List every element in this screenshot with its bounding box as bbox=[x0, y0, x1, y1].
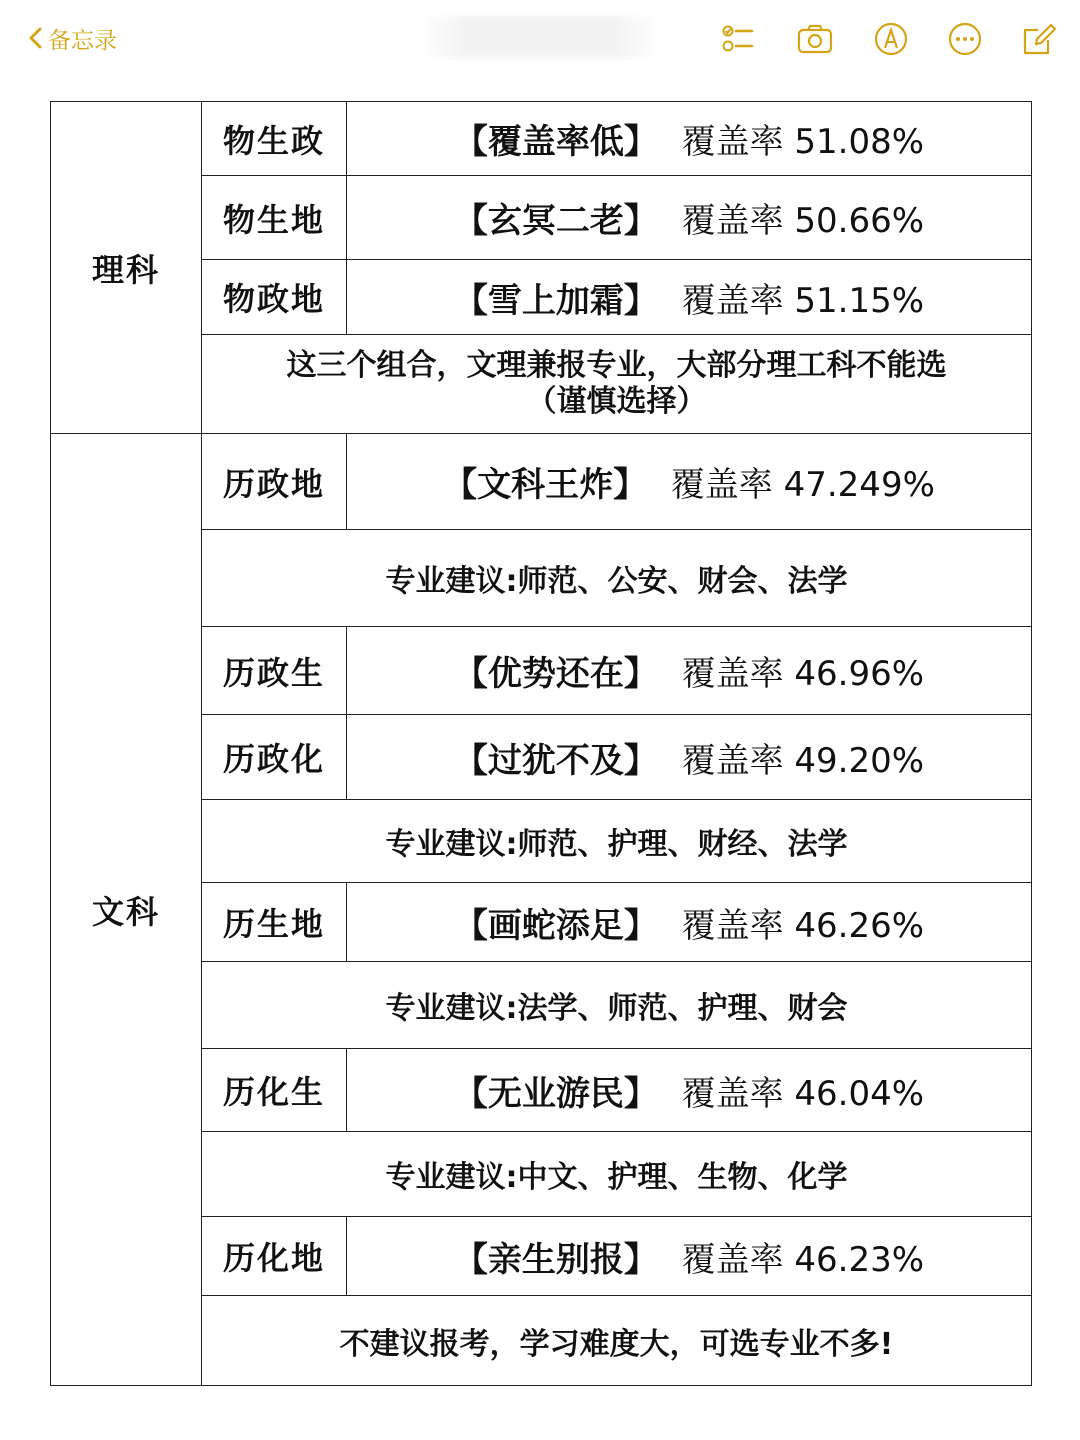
major-suggestion: 专业建议:师范、护理、财经、法学 bbox=[202, 800, 1032, 883]
combo-cell: 历化地 bbox=[202, 1217, 347, 1296]
coverage-cell bbox=[347, 176, 1032, 260]
combo-cell: 物生地 bbox=[202, 176, 347, 260]
compose-icon[interactable] bbox=[1020, 20, 1058, 58]
combo-tag: 【雪上加霜】 bbox=[453, 280, 658, 321]
combo-cell: 历政生 bbox=[202, 627, 347, 715]
coverage-cell bbox=[347, 260, 1032, 335]
markup-pen-icon[interactable] bbox=[872, 20, 910, 58]
blurred-title bbox=[420, 16, 660, 58]
coverage-cell bbox=[347, 883, 1032, 962]
combo-tag: 【文科王炸】 bbox=[443, 465, 648, 505]
science-note-line1: 这三个组合，文理兼报专业，大部分理工科不能选 bbox=[286, 348, 947, 383]
combo-tag: 【亲生别报】 bbox=[453, 1239, 658, 1280]
coverage-rate: 覆盖率 46.23% bbox=[681, 1239, 925, 1280]
major-suggestion: 专业建议:师范、公安、财会、法学 bbox=[202, 530, 1032, 627]
coverage-cell bbox=[347, 1049, 1032, 1132]
combo-cell: 历政化 bbox=[202, 715, 347, 800]
table-row bbox=[51, 102, 1032, 176]
coverage-rate: 覆盖率 46.04% bbox=[681, 1073, 925, 1114]
combo-tag: 【优势还在】 bbox=[453, 654, 658, 694]
camera-icon[interactable] bbox=[796, 20, 834, 58]
combo-cell: 历政地 bbox=[202, 434, 347, 530]
coverage-cell bbox=[347, 102, 1032, 176]
combo-tag: 【过犹不及】 bbox=[453, 740, 658, 781]
coverage-cell bbox=[347, 434, 1032, 530]
coverage-rate: 覆盖率 50.66% bbox=[681, 201, 925, 241]
combo-cell: 物政地 bbox=[202, 260, 347, 335]
combo-cell: 历生地 bbox=[202, 883, 347, 962]
coverage-cell bbox=[347, 715, 1032, 800]
combo-cell: 物生政 bbox=[202, 102, 347, 176]
coverage-rate: 覆盖率 51.15% bbox=[681, 280, 925, 321]
science-note-line2: （谨慎选择） bbox=[526, 384, 707, 419]
science-note bbox=[202, 335, 1032, 434]
coverage-cell bbox=[347, 1217, 1032, 1296]
combo-tag: 【画蛇添足】 bbox=[453, 905, 658, 946]
subject-combination-table bbox=[50, 101, 1032, 1386]
back-button[interactable] bbox=[28, 22, 117, 54]
coverage-cell bbox=[347, 627, 1032, 715]
major-suggestion: 专业建议:中文、护理、生物、化学 bbox=[202, 1132, 1032, 1217]
major-suggestion: 专业建议:法学、师范、护理、财会 bbox=[202, 962, 1032, 1049]
combo-tag: 【无业游民】 bbox=[453, 1073, 658, 1114]
coverage-rate: 覆盖率 49.20% bbox=[681, 740, 925, 781]
more-icon[interactable] bbox=[946, 20, 984, 58]
top-toolbar bbox=[0, 0, 1080, 80]
checklist-icon[interactable] bbox=[718, 20, 756, 58]
coverage-rate: 覆盖率 46.96% bbox=[681, 654, 925, 694]
combo-cell: 历化生 bbox=[202, 1049, 347, 1132]
category-science: 理科 bbox=[51, 102, 202, 434]
category-arts: 文科 bbox=[51, 434, 202, 1386]
combo-tag: 【覆盖率低】 bbox=[453, 122, 658, 162]
coverage-rate: 覆盖率 46.26% bbox=[681, 905, 925, 946]
combo-tag: 【玄冥二老】 bbox=[453, 201, 658, 241]
table-row bbox=[51, 434, 1032, 530]
final-note: 不建议报考，学习难度大，可选专业不多! bbox=[202, 1296, 1032, 1386]
coverage-rate: 覆盖率 51.08% bbox=[681, 122, 925, 162]
chevron-left-icon bbox=[28, 27, 42, 49]
back-button-label: 备忘录 bbox=[48, 27, 117, 54]
coverage-rate: 覆盖率 47.249% bbox=[670, 465, 935, 505]
